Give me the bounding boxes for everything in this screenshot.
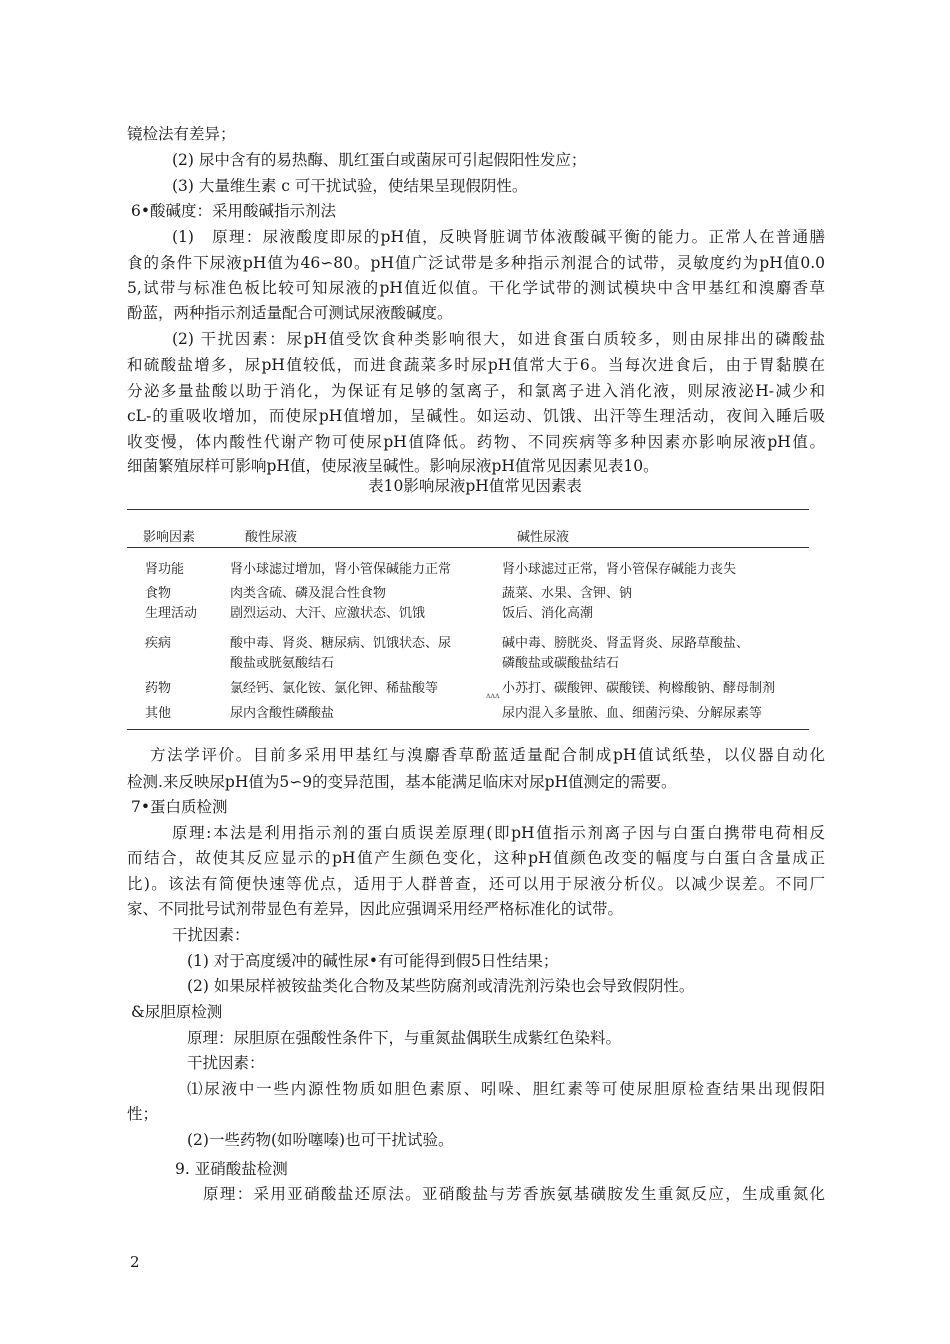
text-line: (2) 如果尿样被铵盐类化合物及某些防腐剂或清洗剂污染也会导致假阴性。 [187, 977, 695, 995]
text-line: 性； [127, 1105, 159, 1123]
table-header-rule [127, 547, 809, 548]
text-line: 原理：尿胆原在强酸性条件下，与重氮盐偶联生成紫红色染料。 [187, 1029, 622, 1047]
table-cell: 尿内含酸性磷酸盐 [230, 706, 335, 721]
page-number: 2 [130, 1253, 140, 1271]
table-cell: 肾功能 [145, 562, 185, 577]
text-line: 细菌繁殖尿样可影响pH值，使尿液呈碱性。影响尿液pH值常见因素见表10。 [127, 457, 659, 475]
table-bottom-rule [127, 729, 809, 730]
text-line: 原理:本法是利用指示剂的蛋白质误差原理(即pH值指示剂离子因与白蛋白携带电荷相反 [172, 824, 825, 842]
table-header: 酸性尿液 [245, 530, 298, 545]
table-cell: 饭后、消化高潮 [502, 606, 594, 621]
table-cell: 其他 [145, 706, 172, 721]
text-line: 食的条件下尿液pH值为46∽80。pH值广泛试带是多种指示剂混合的试带，灵敏度约为pH值0.0 [127, 254, 825, 272]
section-heading: 7•蛋白质检测 [131, 798, 228, 816]
stray-mark: ʌʌʌ [486, 691, 500, 700]
table-cell: 尿内混入多量脓、血、细菌污染、分解尿素等 [502, 706, 763, 721]
text-line: 干扰因素： [172, 926, 250, 944]
text-line: 收变慢，体内酸性代谢产物可使尿pH值降低。药物、不同疾病等多种因素亦影响尿液pH值。 [127, 433, 825, 451]
text-line: 分泌多量盐酸以助于消化，为保证有足够的氢离子，和氯离子进入消化液，则尿液泌H-减少和 [127, 382, 825, 400]
text-line: (3) 大量维生素 c 可干扰试验，使结果呈现假阴性。 [172, 177, 528, 195]
table-cell: 食物 [145, 586, 172, 601]
table-cell: 剧烈运动、大汗、应激状态、饥饿 [230, 606, 426, 621]
table-cell: 磷酸盐或碳酸盐结石 [502, 656, 620, 671]
table-cell: 酸盐或胱氨酸结石 [230, 656, 335, 671]
text-line: 检测.来反映尿pH值为5∽9的变异范围，基本能满足临床对尿pH值测定的需要。 [127, 773, 677, 791]
table-header: 影响因素 [143, 530, 196, 545]
section-heading: 9. 亚硝酸盐检测 [175, 1160, 288, 1178]
table-cell: 生理活动 [145, 606, 198, 621]
table-cell: 碱中毒、膀胱炎、肾盂肾炎、尿路草酸盐、 [502, 636, 750, 651]
text-line: cL-的重吸收增加，而使尿pH值增加，呈碱性。如运动、饥饿、出汗等生理活动，夜间入睡后吸 [127, 407, 825, 425]
table-title: 表10影响尿液pH值常见因素表 [368, 477, 582, 495]
table-cell: 酸中毒、肾炎、糖尿病、饥饿状态、尿 [230, 636, 452, 651]
table-cell: 蔬菜、水果、含钾、钠 [502, 586, 633, 601]
text-line: (1) 原理：尿液酸度即尿的pH值，反映肾脏调节体液酸碱平衡的能力。正常人在普通膳 [172, 228, 825, 246]
text-line: ⑴尿液中一些内源性物质如胆色素原、吲哚、胆红素等可使尿胆原检查结果出现假阳 [187, 1080, 825, 1098]
table-cell: 肉类含硫、磷及混合性食物 [230, 586, 387, 601]
table-cell: 氯经钙、氯化铵、氯化钾、稀盐酸等 [230, 681, 439, 696]
text-line: (2)一些药物(如吩噻嗪)也可干扰试验。 [187, 1131, 454, 1149]
table-cell: 小苏打、碳酸钾、碳酸镁、枸橼酸钠、酵母制剂 [502, 681, 776, 696]
table-cell: 药物 [145, 681, 172, 696]
text-line: (1) 对于高度缓冲的碱性尿•有可能得到假5日性结果； [187, 952, 559, 970]
text-line: 和硫酸盐增多，尿pH值较低，而进食蔬菜多时尿pH值常大于6。当每次进食后，由于胃黏膜在 [127, 356, 825, 374]
table-top-rule [127, 509, 809, 510]
text-line: 比)。该法有简便快速等优点，适用于人群普查，还可以用于尿液分析仪。以减少误差。不同厂 [127, 875, 825, 893]
text-line: (2) 干扰因素：尿pH值受饮食种类影响很大，如进食蛋白质较多，则由尿排出的磷酸盐 [172, 330, 825, 348]
text-line: 酚蓝，两种指示剂适量配合可测试尿液酸碱度。 [127, 304, 453, 322]
text-line: 方法学评价。目前多采用甲基红与溴麝香草酚蓝适量配合制成pH值试纸垫，以仪器自动化 [150, 746, 825, 764]
text-line: 而结合，故使其反应显示的pH值产生颜色变化，这种pH值颜色改变的幅度与白蛋白含量成正 [127, 849, 825, 867]
text-line: 家、不同批号试剂带显色有差异，因此应强调采用经严格标准化的试带。 [127, 900, 624, 918]
section-heading: 6•酸碱度：采用酸碱指示剂法 [131, 202, 337, 220]
table-cell: 疾病 [145, 636, 172, 651]
text-line: 原理：采用亚硝酸盐还原法。亚硝酸盐与芳香族氨基磺胺发生重氮反应，生成重氮化 [203, 1185, 825, 1203]
table-cell: 肾小球滤过正常，肾小管保存碱能力丧失 [502, 562, 737, 577]
table-cell: 肾小球滤过增加，肾小管保碱能力正常 [230, 562, 452, 577]
text-line: 镜检法有差异； [127, 125, 236, 143]
text-line: 干扰因素： [187, 1054, 265, 1072]
text-line: 5,试带与标准色板比较可知尿液的pH值近似值。干化学试带的测试模块中含甲基红和溴麝香草 [127, 279, 825, 297]
section-heading: &尿胆原检测 [131, 1003, 223, 1021]
text-line: (2) 尿中含有的易热酶、肌红蛋白或菌尿可引起假阳性发应； [172, 151, 587, 169]
table-header: 碱性尿液 [517, 530, 570, 545]
